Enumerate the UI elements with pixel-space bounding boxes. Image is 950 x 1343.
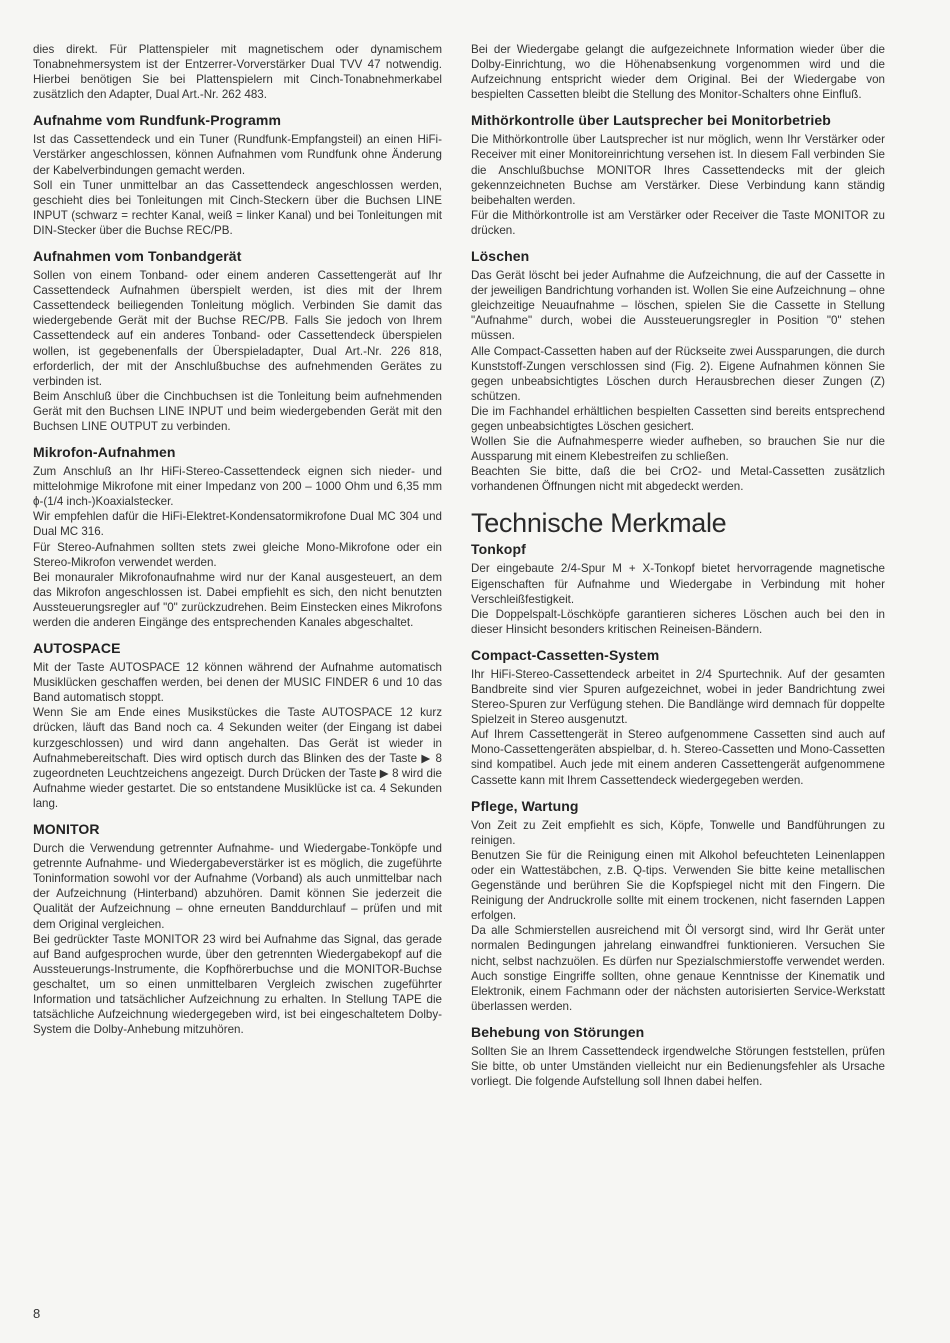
paragraph: Wollen Sie die Aufnahmesperre wieder aufheben, so brauchen Sie nur die Aussparung mit einem Klebestreifen zu schließen. xyxy=(471,435,885,464)
paragraph: Bei gedrückter Taste MONITOR 23 wird bei Aufnahme das Signal, das gerade auf Band aufgesprochen wurde, über den getrennten Wiedergabekopf auf die Aussteuerungs-Instrumente, die Kopfhörerbuchse und die MONITOR-Buchse geschaltet, um so einen unmittelbaren Vergleich zwischen zugeführter Information und tatsächlicher Aufzeichnung zu erhalten. In Stellung TAPE die tatsächliche Aufzeichnung wiedergegeben wird, ist bei eingeschaltetem Dolby-System die Dolby-Anhebung mitzuhören. xyxy=(33,932,442,1037)
paragraph: Benutzen Sie für die Reinigung einen mit Alkohol befeuchteten Leinenlappen oder ein Wattestäbchen, z.B. Q-tips. Verwenden Sie bitte keine metallischen Gegenstände und berühren Sie die Kopfspiegel nicht mit den Fingern. Die Reinigung der Andruckrolle sollte mit einem trockenen, nicht fasernden Lappen erfolgen. xyxy=(471,848,885,923)
section-heading: Behebung von Störungen xyxy=(471,1023,645,1040)
section-heading: Löschen xyxy=(471,248,530,265)
section-title: Technische Merkmale xyxy=(471,508,727,539)
paragraph: Alle Compact-Cassetten haben auf der Rückseite zwei Aussparungen, die durch Kunststoff-Zungen verschlossen sind (Fig. 2). Eigene Aufnahmen können Sie gegen unbeabsichtigtes Löschen durch Herausbrechen dieser Zungen (Z) schützen. xyxy=(471,344,885,403)
section-compact-cassetten xyxy=(471,647,885,788)
section-mikrofon xyxy=(33,444,442,630)
section-rundfunk xyxy=(33,112,442,238)
paragraph: Von Zeit zu Zeit empfiehlt es sich, Köpfe, Tonwelle und Bandführungen zu reinigen. xyxy=(471,818,885,847)
section-tonkopf xyxy=(471,541,885,636)
paragraph: Für die Mithörkontrolle ist am Verstärker oder Receiver die Taste MONITOR zu drücken. xyxy=(471,208,885,237)
intro-block xyxy=(33,42,442,102)
paragraph: Bei monauraler Mikrofonaufnahme wird nur der Kanal ausgesteuert, an dem das Mikrofon angeschlossen ist. Dabei empfiehlt es sich, den nicht benutzten Aussteuerungsregler auf "0" zurückzudrehen. Beim Einstecken eines Mikrofons werden die anderen Eingänge des entsprechenden Kanales abgeschaltet. xyxy=(33,570,442,629)
paragraph: Der eingebaute 2/4-Spur M + X-Tonkopf bietet hervorragende magnetische Eigenschaften für Aufnahme und Wiedergabe in Verbindung mit hoher Verschleißfestigkeit. xyxy=(471,562,885,606)
paragraph: Auf Ihrem Cassettengerät in Stereo aufgenommene Cassetten sind auch auf Mono-Cassettengeräten abspielbar, d. h. Stereo-Cassetten und Mono-Cassetten sind kompatibel. Auch jede mit einem anderen Cassettengerät aufgenommene Cassette kann mit Ihrem Cassettendeck wiedergegeben werden. xyxy=(471,728,885,787)
section-heading: Pflege, Wartung xyxy=(471,797,579,814)
section-heading: Compact-Cassetten-System xyxy=(471,646,660,663)
paragraph: dies direkt. Für Plattenspieler mit magnetischem oder dynamischem Tonabnehmersystem ist der Entzerrer-Vorverstärker Dual TVV 47 notwendig. Hierbei benötigen Sie bei Plattenspielern mit Cinch-Tonabnehmerkabel zusätzlich den Adapter, Dual Art.-Nr. 262 483. xyxy=(33,43,442,102)
paragraph: Bei der Wiedergabe gelangt die aufgezeichnete Information wieder über die Dolby-Einrichtung, wo die Höhenabsenkung vorgenommen wird und die Aufzeichnung entspricht wieder dem Original. Bei der Wiedergabe von bespielten Cassetten bleibt die Stellung des Monitor-Schalters ohne Einfluß. xyxy=(471,43,885,102)
paragraph: Soll ein Tuner unmittelbar an das Cassettendeck angeschlossen werden, geschieht dies bei Tonleitungen mit Cinch-Steckern über die Buchsen LINE INPUT (schwarz = rechter Kanal, weiß = linker Kanal) und bei Tonleitungen mit DIN-Stecker über die Buchse REC/PB. xyxy=(33,178,442,237)
section-loeschen xyxy=(471,248,885,494)
paragraph: Wenn Sie am Ende eines Musikstückes die Taste AUTOSPACE 12 kurz drücken, läuft das Band noch ca. 4 Sekunden weiter (der Eingang ist dabei kurzgeschlossen) und wird dann angehalten. Das Gerät ist wieder in Aufnahmebereitschaft. Dies wird optisch durch das Blinken des der Taste ▶ 8 zugeordneten Leuchtzeichens angezeigt. Durch Drücken der Taste ▶ 8 wird die Aufnahme wieder gestartet. Die so entstandene Musiklücke ist ca. 4 Sekunden lang. xyxy=(33,706,442,810)
paragraph: Ihr HiFi-Stereo-Cassettendeck arbeitet in 2/4 Spurtechnik. Auf der gesamten Bandbreite sind vier Spuren aufgezeichnet, wobei in jeder Bandrichtung zwei Stereo-Spuren zur Verfügung stehen. Die Bandlänge wird demnach für doppelte Spielzeit in Stereo ausgenutzt. xyxy=(471,667,885,727)
paragraph: Da alle Schmierstellen ausreichend mit Öl versorgt sind, wird Ihr Gerät unter normalen Bedingungen jahrelang einwandfrei funktionieren. Versuchen Sie nicht, selbst nachzuölen. Es dürfen nur Spezialschmierstoffe verwendet werden. Auch sonstige Eingriffe sollten, ohne genaue Kenntnisse der Kinematik und Elektronik, einem Fachmann oder der nächsten autorisierten Service-Werkstatt überlassen werden. xyxy=(471,924,885,1013)
paragraph: Die Doppelspalt-Löschköpfe garantieren sicheres Löschen auch bei den in dieser Hinsicht besonders kritischen Reineisen-Bändern. xyxy=(471,607,885,636)
section-tonbandgeraet xyxy=(33,248,442,434)
right-column xyxy=(471,42,885,1095)
section-heading: Aufnahmen vom Tonbandgerät xyxy=(33,248,242,265)
paragraph: Ist das Cassettendeck und ein Tuner (Rundfunk-Empfangsteil) an einen HiFi-Verstärker angeschlossen, können Aufnahmen vom Rundfunk ohne Änderung der Kabelverbindungen gemacht werden. xyxy=(33,133,442,177)
paragraph: Sollten Sie an Ihrem Cassettendeck irgendwelche Störungen feststellen, prüfen Sie bitte, ob unter Umständen vielleicht nur ein Bedienungsfehler als Ursache vorliegt. Die folgende Aufstellung soll Ihnen dabei helfen. xyxy=(471,1044,885,1089)
section-heading: MONITOR xyxy=(33,821,100,838)
paragraph: Durch die Verwendung getrennter Aufnahme- und Wiedergabe-Tonköpfe und getrennte Aufnahme- und Wiedergabeverstärker ist es möglich, die zugeführte Toninformation sowohl vor der Aufnahme (Vorband) als auch unmittelbar nach der Aufzeichnung (Hinterband) abzuhören. Damit können Sie jederzeit die Qualität der Aufzeichnung – ohne erneuten Banddurchlauf – prüfen und mit dem Original vergleichen. xyxy=(33,842,442,931)
paragraph: Die Mithörkontrolle über Lautsprecher ist nur möglich, wenn Ihr Verstärker oder Receiver mit einer Monitoreinrichtung versehen ist. In diesem Fall verbinden Sie die Anschlußbuchse MONITOR Ihres Cassettendecks mit der gleich gekennzeichneten Buchse am Verstärker. Diese Verbindung kann ständig beibehalten werden. xyxy=(471,133,885,207)
paragraph: Sollen von einem Tonband- oder einem anderen Cassettengerät auf Ihr Cassettendeck Aufnahmen überspielt werden, ist dies mit der Ihrem Cassettendeck beiliegenden Tonleitung möglich. Verbinden Sie damit das wiedergebende Gerät mit der Buchse REC/PB. Falls Sie jedoch von Ihrem Cassettendeck auf ein anderes Tonband- oder Cassettendeck überspielen wollen, ist gegebenenfalls der Überspieladapter, Dual Art.-Nr. 226 818, erforderlich, der mit der Anschlußbuchse des aufnehmenden Gerätes zu verbinden ist. xyxy=(33,269,442,388)
section-stoerungen xyxy=(471,1024,885,1089)
paragraph: Beim Anschluß über die Cinchbuchsen ist die Tonleitung beim aufnehmenden Gerät mit den Buchsen LINE INPUT und beim wiedergebenden Gerät mit den Buchsen LINE OUTPUT zu verbinden. xyxy=(33,389,442,433)
section-pflege xyxy=(471,798,885,1014)
left-column xyxy=(33,42,442,1043)
section-heading: Mithörkontrolle über Lautsprecher bei Monitorbetrieb xyxy=(471,112,831,129)
section-heading: AUTOSPACE xyxy=(33,640,121,657)
paragraph: Wir empfehlen dafür die HiFi-Elektret-Kondensatormikrofone Dual MC 304 und Dual MC 316. xyxy=(33,510,442,539)
section-heading: Tonkopf xyxy=(471,541,526,558)
section-monitor xyxy=(33,821,442,1037)
paragraph: Das Gerät löscht bei jeder Aufnahme die Aufzeichnung, die auf der Cassette in der jeweiligen Bandrichtung vorhanden ist. Wollen Sie eine Aufzeichnung – ohne gleichzeitige Neuaufnahme – löschen, spielen Sie die Cassette in Stellung "Aufnahme" durch, wobei die Aussteuerungsregler in Position "0" stehen müssen. xyxy=(471,269,885,343)
paragraph: Mit der Taste AUTOSPACE 12 können während der Aufnahme automatisch Musiklücken geschaffen werden, bei denen der MUSIC FINDER 6 und 10 das Band automatisch stoppt. xyxy=(33,661,442,705)
paragraph: Beachten Sie bitte, daß die bei CrO2- und Metal-Cassetten zusätzlich vorhandenen Öffnungen nicht mit abgedeckt werden. xyxy=(471,465,885,494)
paragraph: Die im Fachhandel erhältlichen bespielten Cassetten sind bereits entsprechend gegen unbeabsichtigtes Löschen gesichert. xyxy=(471,404,885,433)
section-heading: Mikrofon-Aufnahmen xyxy=(33,444,176,461)
section-mithoerkontrolle xyxy=(471,112,885,238)
section-heading: Aufnahme vom Rundfunk-Programm xyxy=(33,112,282,129)
intro-block xyxy=(471,42,885,102)
section-autospace xyxy=(33,640,442,811)
paragraph: Für Stereo-Aufnahmen sollten stets zwei gleiche Mono-Mikrofone oder ein Stereo-Mikrofon verwendet werden. xyxy=(33,540,442,569)
paragraph: Zum Anschluß an Ihr HiFi-Stereo-Cassettendeck eignen sich nieder- und mittelohmige Mikrofone mit einer Impedanz von 200 – 1000 Ohm und 6,35 mm ϕ-(1/4 inch-)Koaxialstecker. xyxy=(33,465,442,509)
page-number: 8 xyxy=(33,1306,41,1321)
